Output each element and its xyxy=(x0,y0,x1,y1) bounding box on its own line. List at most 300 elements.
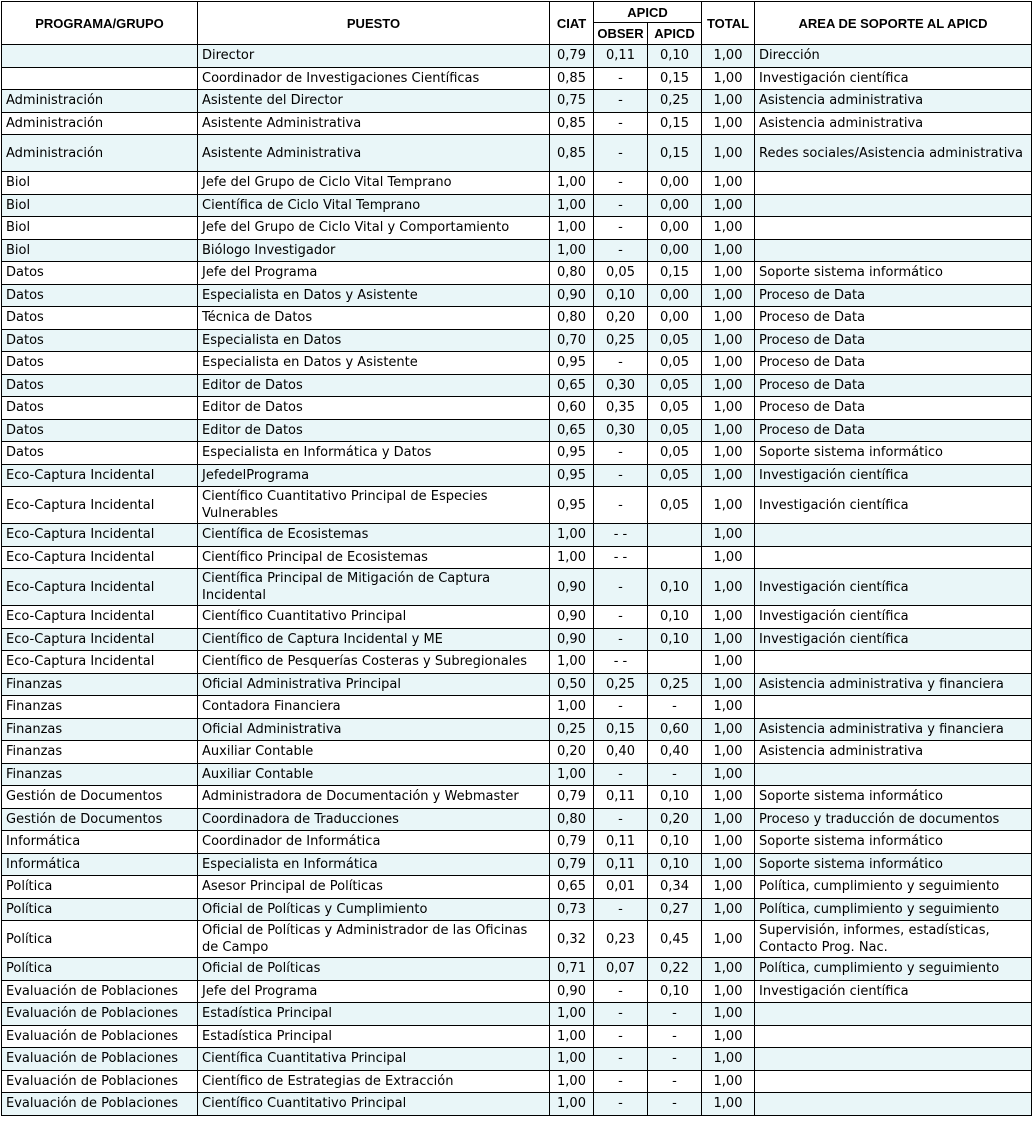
cell-puesto: Editor de Datos xyxy=(198,374,550,397)
cell-total: 1,00 xyxy=(702,329,755,352)
cell-puesto: Oficial de Políticas y Cumplimiento xyxy=(198,898,550,921)
cell-total: 1,00 xyxy=(702,831,755,854)
cell-area xyxy=(755,1070,1032,1093)
cell-puesto: Director xyxy=(198,45,550,68)
cell-ciat: 1,00 xyxy=(550,1070,594,1093)
cell-total: 1,00 xyxy=(702,1003,755,1026)
cell-obser: - xyxy=(594,112,648,135)
cell-obser: - xyxy=(594,352,648,375)
cell-puesto: Científico de Estrategias de Extracción xyxy=(198,1070,550,1093)
cell-puesto: Asesor Principal de Políticas xyxy=(198,876,550,899)
cell-puesto: Asistente Administrativa xyxy=(198,135,550,172)
cell-area: Soporte sistema informático xyxy=(755,831,1032,854)
cell-ciat: 1,00 xyxy=(550,763,594,786)
cell-ciat: 1,00 xyxy=(550,651,594,674)
cell-obser: 0,35 xyxy=(594,397,648,420)
cell-total: 1,00 xyxy=(702,239,755,262)
cell-ciat: 1,00 xyxy=(550,217,594,240)
cell-total: 1,00 xyxy=(702,442,755,465)
cell-area: Investigación científica xyxy=(755,569,1032,606)
cell-ciat: 0,85 xyxy=(550,112,594,135)
header-total: TOTAL xyxy=(702,2,755,45)
header-apicd-group: APICD xyxy=(594,2,702,23)
cell-total: 1,00 xyxy=(702,921,755,958)
cell-ciat: 0,79 xyxy=(550,45,594,68)
table-body xyxy=(2,45,1032,1116)
cell-obser: - xyxy=(594,442,648,465)
cell-apicd: - xyxy=(648,696,702,719)
cell-total: 1,00 xyxy=(702,112,755,135)
table-row xyxy=(2,569,1032,606)
cell-apicd: 0,05 xyxy=(648,397,702,420)
cell-programa: Finanzas xyxy=(2,696,198,719)
cell-total: 1,00 xyxy=(702,262,755,285)
table-row xyxy=(2,898,1032,921)
cell-ciat: 0,95 xyxy=(550,352,594,375)
cell-area: Soporte sistema informático xyxy=(755,853,1032,876)
cell-programa: Datos xyxy=(2,419,198,442)
cell-puesto: Científico Cuantitativo Principal xyxy=(198,606,550,629)
cell-obser: - xyxy=(594,464,648,487)
cell-programa: Política xyxy=(2,958,198,981)
cell-puesto: Especialista en Datos xyxy=(198,329,550,352)
cell-obser: 0,40 xyxy=(594,741,648,764)
cell-obser: 0,07 xyxy=(594,958,648,981)
cell-apicd: 0,05 xyxy=(648,352,702,375)
cell-obser: 0,25 xyxy=(594,329,648,352)
cell-area: Asistencia administrativa y financiera xyxy=(755,718,1032,741)
cell-obser: - xyxy=(594,1093,648,1116)
cell-obser: - xyxy=(594,487,648,524)
cell-ciat: 0,70 xyxy=(550,329,594,352)
table-row xyxy=(2,763,1032,786)
cell-area xyxy=(755,546,1032,569)
table-row xyxy=(2,524,1032,547)
cell-obser: - xyxy=(594,194,648,217)
cell-programa: Evaluación de Poblaciones xyxy=(2,980,198,1003)
cell-obser: 0,11 xyxy=(594,786,648,809)
table-row xyxy=(2,397,1032,420)
cell-programa: Datos xyxy=(2,374,198,397)
cell-total: 1,00 xyxy=(702,1025,755,1048)
cell-puesto: Especialista en Datos y Asistente xyxy=(198,284,550,307)
cell-programa: Eco-Captura Incidental xyxy=(2,569,198,606)
cell-area: Política, cumplimiento y seguimiento xyxy=(755,898,1032,921)
cell-area: Política, cumplimiento y seguimiento xyxy=(755,958,1032,981)
cell-total: 1,00 xyxy=(702,374,755,397)
cell-apicd: 0,00 xyxy=(648,194,702,217)
cell-area: Proceso de Data xyxy=(755,419,1032,442)
cell-ciat: 0,95 xyxy=(550,487,594,524)
cell-programa: Finanzas xyxy=(2,763,198,786)
cell-apicd: 0,10 xyxy=(648,853,702,876)
cell-total: 1,00 xyxy=(702,1048,755,1071)
cell-ciat: 0,65 xyxy=(550,876,594,899)
cell-puesto: Técnica de Datos xyxy=(198,307,550,330)
cell-total: 1,00 xyxy=(702,546,755,569)
cell-ciat: 0,79 xyxy=(550,831,594,854)
cell-apicd xyxy=(648,651,702,674)
cell-obser: 0,11 xyxy=(594,831,648,854)
cell-apicd: 0,10 xyxy=(648,786,702,809)
cell-puesto: JefedelPrograma xyxy=(198,464,550,487)
cell-programa: Datos xyxy=(2,284,198,307)
cell-programa: Informática xyxy=(2,831,198,854)
cell-programa: Evaluación de Poblaciones xyxy=(2,1070,198,1093)
table-row xyxy=(2,1048,1032,1071)
cell-programa: Política xyxy=(2,898,198,921)
cell-apicd: 0,00 xyxy=(648,307,702,330)
cell-area: Soporte sistema informático xyxy=(755,442,1032,465)
cell-puesto: Jefe del Programa xyxy=(198,980,550,1003)
cell-apicd: 0,15 xyxy=(648,262,702,285)
cell-area xyxy=(755,217,1032,240)
cell-total: 1,00 xyxy=(702,524,755,547)
cell-programa: Evaluación de Poblaciones xyxy=(2,1025,198,1048)
cell-area: Investigación científica xyxy=(755,67,1032,90)
table-row xyxy=(2,808,1032,831)
cell-area: Investigación científica xyxy=(755,464,1032,487)
cell-area xyxy=(755,763,1032,786)
table-row xyxy=(2,112,1032,135)
cell-apicd: 0,05 xyxy=(648,487,702,524)
cell-total: 1,00 xyxy=(702,606,755,629)
cell-apicd: 0,34 xyxy=(648,876,702,899)
cell-area: Proceso de Data xyxy=(755,352,1032,375)
cell-total: 1,00 xyxy=(702,352,755,375)
table-row xyxy=(2,651,1032,674)
cell-ciat: 0,73 xyxy=(550,898,594,921)
cell-programa: Biol xyxy=(2,239,198,262)
header-programa: PROGRAMA/GRUPO xyxy=(2,2,198,45)
cell-obser: - xyxy=(594,135,648,172)
cell-ciat: 0,85 xyxy=(550,135,594,172)
cell-puesto: Estadística Principal xyxy=(198,1025,550,1048)
cell-obser: - - xyxy=(594,524,648,547)
cell-area xyxy=(755,651,1032,674)
cell-programa xyxy=(2,67,198,90)
cell-apicd: 0,10 xyxy=(648,45,702,68)
cell-apicd: 0,10 xyxy=(648,606,702,629)
cell-puesto: Científico de Captura Incidental y ME xyxy=(198,628,550,651)
table-row xyxy=(2,921,1032,958)
cell-apicd: 0,05 xyxy=(648,442,702,465)
cell-ciat: 0,95 xyxy=(550,464,594,487)
cell-programa: Eco-Captura Incidental xyxy=(2,606,198,629)
cell-apicd: 0,45 xyxy=(648,921,702,958)
table-row xyxy=(2,1003,1032,1026)
cell-programa: Finanzas xyxy=(2,718,198,741)
cell-puesto: Oficial Administrativa Principal xyxy=(198,673,550,696)
cell-obser: - - xyxy=(594,546,648,569)
cell-puesto: Coordinadora de Traducciones xyxy=(198,808,550,831)
table-row xyxy=(2,487,1032,524)
cell-apicd: 0,00 xyxy=(648,217,702,240)
cell-total: 1,00 xyxy=(702,464,755,487)
cell-ciat: 0,20 xyxy=(550,741,594,764)
cell-apicd: 0,22 xyxy=(648,958,702,981)
cell-apicd: 0,15 xyxy=(648,67,702,90)
cell-total: 1,00 xyxy=(702,397,755,420)
cell-programa: Administración xyxy=(2,135,198,172)
cell-obser: - xyxy=(594,606,648,629)
cell-programa: Política xyxy=(2,876,198,899)
cell-obser: - xyxy=(594,90,648,113)
cell-puesto: Oficial de Políticas y Administrador de las Oficinas de Campo xyxy=(198,921,550,958)
table-row xyxy=(2,172,1032,195)
cell-total: 1,00 xyxy=(702,1093,755,1116)
cell-obser: 0,05 xyxy=(594,262,648,285)
cell-total: 1,00 xyxy=(702,718,755,741)
header-apicd: APICD xyxy=(648,23,702,45)
cell-ciat: 1,00 xyxy=(550,239,594,262)
cell-apicd: 0,20 xyxy=(648,808,702,831)
cell-puesto: Auxiliar Contable xyxy=(198,763,550,786)
cell-apicd: 0,05 xyxy=(648,464,702,487)
table-row xyxy=(2,876,1032,899)
table-row xyxy=(2,284,1032,307)
cell-apicd: - xyxy=(648,1025,702,1048)
header-puesto: PUESTO xyxy=(198,2,550,45)
cell-puesto: Especialista en Informática y Datos xyxy=(198,442,550,465)
cell-ciat: 1,00 xyxy=(550,172,594,195)
cell-apicd xyxy=(648,546,702,569)
cell-ciat: 1,00 xyxy=(550,1048,594,1071)
cell-area xyxy=(755,1093,1032,1116)
cell-puesto: Administradora de Documentación y Webmaster xyxy=(198,786,550,809)
cell-area: Soporte sistema informático xyxy=(755,786,1032,809)
cell-area: Política, cumplimiento y seguimiento xyxy=(755,876,1032,899)
table-row xyxy=(2,606,1032,629)
cell-apicd: - xyxy=(648,1003,702,1026)
cell-puesto: Estadística Principal xyxy=(198,1003,550,1026)
table-row xyxy=(2,419,1032,442)
cell-total: 1,00 xyxy=(702,876,755,899)
cell-obser: 0,23 xyxy=(594,921,648,958)
cell-total: 1,00 xyxy=(702,419,755,442)
table-row xyxy=(2,696,1032,719)
cell-ciat: 1,00 xyxy=(550,524,594,547)
cell-apicd: - xyxy=(648,1070,702,1093)
cell-obser: 0,10 xyxy=(594,284,648,307)
cell-area: Proceso y traducción de documentos xyxy=(755,808,1032,831)
table-row xyxy=(2,958,1032,981)
cell-puesto: Científico de Pesquerías Costeras y Subregionales xyxy=(198,651,550,674)
table-row xyxy=(2,853,1032,876)
cell-obser: - xyxy=(594,217,648,240)
cell-obser: - xyxy=(594,808,648,831)
cell-obser: - xyxy=(594,67,648,90)
cell-puesto: Jefe del Programa xyxy=(198,262,550,285)
cell-programa: Datos xyxy=(2,397,198,420)
cell-total: 1,00 xyxy=(702,284,755,307)
cell-ciat: 1,00 xyxy=(550,696,594,719)
cell-total: 1,00 xyxy=(702,808,755,831)
cell-apicd: 0,60 xyxy=(648,718,702,741)
cell-area: Asistencia administrativa xyxy=(755,90,1032,113)
cell-apicd: - xyxy=(648,763,702,786)
cell-apicd: 0,10 xyxy=(648,980,702,1003)
table-row xyxy=(2,831,1032,854)
cell-puesto: Científica Principal de Mitigación de Captura Incidental xyxy=(198,569,550,606)
cell-area: Proceso de Data xyxy=(755,284,1032,307)
table-row xyxy=(2,1070,1032,1093)
cell-obser: - xyxy=(594,172,648,195)
cell-ciat: 0,90 xyxy=(550,569,594,606)
cell-area xyxy=(755,1048,1032,1071)
cell-puesto: Contadora Financiera xyxy=(198,696,550,719)
cell-obser: - xyxy=(594,763,648,786)
cell-obser: 0,15 xyxy=(594,718,648,741)
cell-area: Proceso de Data xyxy=(755,374,1032,397)
cell-ciat: 0,90 xyxy=(550,606,594,629)
cell-obser: 0,30 xyxy=(594,419,648,442)
table-row xyxy=(2,194,1032,217)
cell-programa: Datos xyxy=(2,352,198,375)
cell-total: 1,00 xyxy=(702,786,755,809)
cell-total: 1,00 xyxy=(702,172,755,195)
cell-total: 1,00 xyxy=(702,45,755,68)
table-row xyxy=(2,262,1032,285)
cell-apicd: - xyxy=(648,1093,702,1116)
table-row xyxy=(2,307,1032,330)
cell-puesto: Científico Principal de Ecosistemas xyxy=(198,546,550,569)
table-row xyxy=(2,628,1032,651)
cell-programa: Eco-Captura Incidental xyxy=(2,546,198,569)
cell-area: Proceso de Data xyxy=(755,329,1032,352)
cell-ciat: 0,79 xyxy=(550,786,594,809)
cell-apicd: 0,00 xyxy=(648,239,702,262)
cell-area: Investigación científica xyxy=(755,487,1032,524)
cell-ciat: 0,90 xyxy=(550,628,594,651)
cell-apicd: 0,27 xyxy=(648,898,702,921)
cell-puesto: Científico Cuantitativo Principal de Especies Vulnerables xyxy=(198,487,550,524)
cell-programa: Datos xyxy=(2,329,198,352)
cell-total: 1,00 xyxy=(702,67,755,90)
table-row xyxy=(2,718,1032,741)
table-row xyxy=(2,90,1032,113)
cell-ciat: 0,25 xyxy=(550,718,594,741)
cell-programa: Gestión de Documentos xyxy=(2,808,198,831)
cell-ciat: 0,95 xyxy=(550,442,594,465)
cell-apicd: 0,10 xyxy=(648,628,702,651)
cell-total: 1,00 xyxy=(702,958,755,981)
cell-area: Investigación científica xyxy=(755,606,1032,629)
cell-puesto: Oficial de Políticas xyxy=(198,958,550,981)
cell-total: 1,00 xyxy=(702,898,755,921)
cell-puesto: Coordinador de Informática xyxy=(198,831,550,854)
cell-apicd: 0,10 xyxy=(648,831,702,854)
cell-ciat: 0,80 xyxy=(550,262,594,285)
cell-programa: Eco-Captura Incidental xyxy=(2,628,198,651)
cell-total: 1,00 xyxy=(702,763,755,786)
cell-total: 1,00 xyxy=(702,307,755,330)
table-row xyxy=(2,374,1032,397)
cell-programa: Informática xyxy=(2,853,198,876)
cell-programa: Datos xyxy=(2,442,198,465)
cell-obser: - xyxy=(594,696,648,719)
table-row xyxy=(2,239,1032,262)
cell-obser: - xyxy=(594,1003,648,1026)
cell-puesto: Científica Cuantitativa Principal xyxy=(198,1048,550,1071)
cell-area: Asistencia administrativa xyxy=(755,112,1032,135)
cell-ciat: 0,65 xyxy=(550,419,594,442)
cell-programa: Eco-Captura Incidental xyxy=(2,464,198,487)
cell-total: 1,00 xyxy=(702,673,755,696)
cell-programa: Biol xyxy=(2,194,198,217)
cell-ciat: 0,71 xyxy=(550,958,594,981)
cell-apicd xyxy=(648,524,702,547)
cell-obser: - xyxy=(594,1048,648,1071)
cell-programa: Administración xyxy=(2,112,198,135)
cell-puesto: Científica de Ecosistemas xyxy=(198,524,550,547)
cell-programa: Biol xyxy=(2,217,198,240)
cell-apicd: 0,40 xyxy=(648,741,702,764)
cell-obser: - xyxy=(594,1025,648,1048)
header-obser: OBSER xyxy=(594,23,648,45)
cell-puesto: Especialista en Datos y Asistente xyxy=(198,352,550,375)
cell-obser: - xyxy=(594,628,648,651)
cell-programa: Eco-Captura Incidental xyxy=(2,524,198,547)
cell-area: Proceso de Data xyxy=(755,397,1032,420)
cell-programa: Datos xyxy=(2,262,198,285)
cell-obser: - xyxy=(594,980,648,1003)
cell-apicd: 0,25 xyxy=(648,673,702,696)
table-row xyxy=(2,673,1032,696)
cell-puesto: Especialista en Informática xyxy=(198,853,550,876)
cell-area: Supervisión, informes, estadísticas, Contacto Prog. Nac. xyxy=(755,921,1032,958)
cell-area: Dirección xyxy=(755,45,1032,68)
cell-ciat: 1,00 xyxy=(550,194,594,217)
cell-programa: Finanzas xyxy=(2,673,198,696)
cell-ciat: 0,79 xyxy=(550,853,594,876)
table-row xyxy=(2,135,1032,172)
cell-obser: - xyxy=(594,569,648,606)
cell-ciat: 1,00 xyxy=(550,1003,594,1026)
table-row xyxy=(2,464,1032,487)
cell-area xyxy=(755,1025,1032,1048)
cell-apicd: 0,10 xyxy=(648,569,702,606)
cell-programa: Evaluación de Poblaciones xyxy=(2,1048,198,1071)
table-row xyxy=(2,329,1032,352)
cell-obser: - - xyxy=(594,651,648,674)
cell-puesto: Oficial Administrativa xyxy=(198,718,550,741)
cell-area xyxy=(755,696,1032,719)
cell-obser: 0,01 xyxy=(594,876,648,899)
cell-apicd: 0,00 xyxy=(648,284,702,307)
cell-programa: Evaluación de Poblaciones xyxy=(2,1093,198,1116)
table-row xyxy=(2,67,1032,90)
table-row xyxy=(2,45,1032,68)
cell-area xyxy=(755,172,1032,195)
cell-apicd: 0,25 xyxy=(648,90,702,113)
header-area: AREA DE SOPORTE AL APICD xyxy=(755,2,1032,45)
cell-total: 1,00 xyxy=(702,741,755,764)
cell-obser: 0,11 xyxy=(594,853,648,876)
cell-programa: Datos xyxy=(2,307,198,330)
cell-area: Soporte sistema informático xyxy=(755,262,1032,285)
cell-apicd: 0,15 xyxy=(648,135,702,172)
cell-ciat: 0,85 xyxy=(550,67,594,90)
cell-puesto: Científica de Ciclo Vital Temprano xyxy=(198,194,550,217)
header-ciat: CIAT xyxy=(550,2,594,45)
cell-total: 1,00 xyxy=(702,980,755,1003)
cell-puesto: Coordinador de Investigaciones Científicas xyxy=(198,67,550,90)
cell-total: 1,00 xyxy=(702,90,755,113)
table-row xyxy=(2,217,1032,240)
cell-puesto: Biólogo Investigador xyxy=(198,239,550,262)
cell-obser: - xyxy=(594,898,648,921)
